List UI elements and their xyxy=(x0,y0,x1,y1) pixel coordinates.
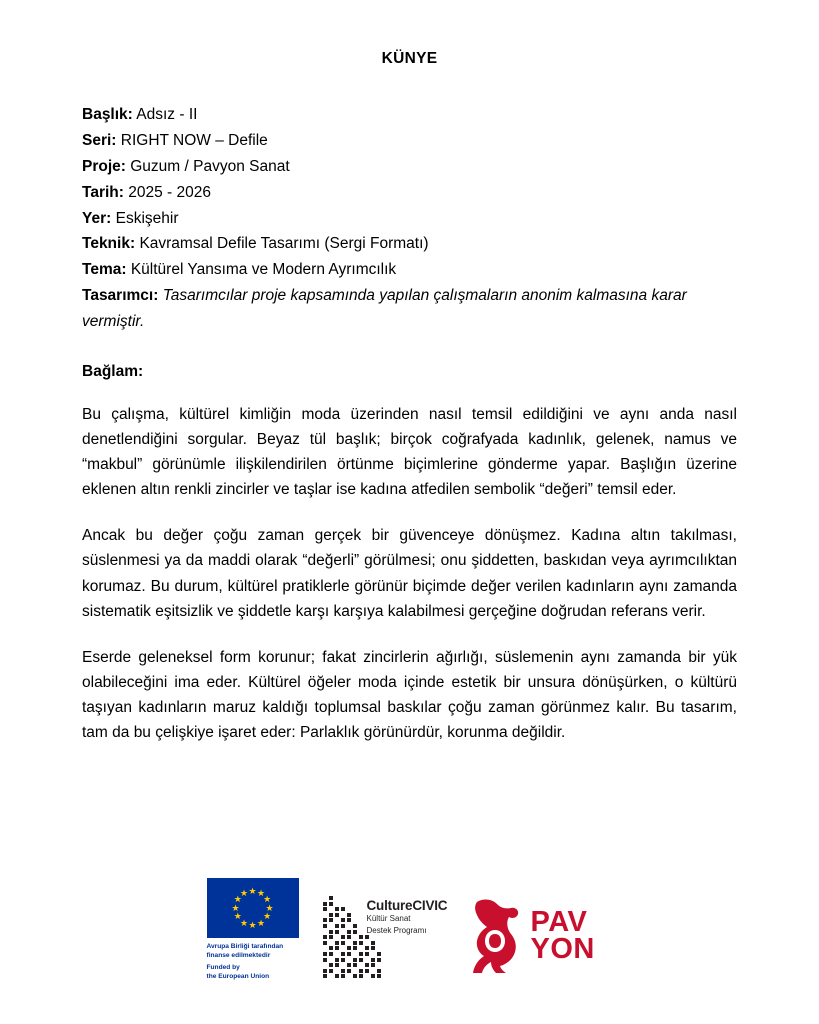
eu-caption-line-1: Avrupa Birliği tarafından xyxy=(206,943,284,951)
halftone-dot xyxy=(365,963,369,967)
halftone-dot xyxy=(335,930,339,934)
halftone-dot xyxy=(329,918,333,922)
halftone-dot xyxy=(335,907,339,911)
halftone-dot xyxy=(359,969,363,973)
credit-row-date xyxy=(82,180,737,206)
halftone-dot xyxy=(347,969,351,973)
halftone-dot xyxy=(323,952,327,956)
halftone-dot xyxy=(329,946,333,950)
credit-value: 2025 - 2026 xyxy=(128,183,211,201)
pavyon-word-line-1: PAV xyxy=(530,906,588,939)
pavyon-wordmark xyxy=(530,906,595,965)
halftone-dot xyxy=(359,935,363,939)
halftone-dot xyxy=(347,963,351,967)
halftone-dot xyxy=(329,935,333,939)
halftone-dot xyxy=(329,902,333,906)
halftone-dot xyxy=(335,958,339,962)
halftone-dot xyxy=(323,958,327,962)
credit-label: Tema: xyxy=(82,261,127,279)
pavyon-logo xyxy=(465,890,615,982)
section-heading-context: Bağlam: xyxy=(82,362,144,380)
credit-row-theme xyxy=(82,257,737,283)
halftone-dot xyxy=(341,952,345,956)
halftone-dot xyxy=(359,952,363,956)
halftone-dot xyxy=(377,952,381,956)
halftone-dot xyxy=(335,963,339,967)
eu-flag-icon xyxy=(207,878,299,938)
credit-row-technique xyxy=(82,231,737,257)
halftone-dot xyxy=(341,918,345,922)
halftone-dot xyxy=(323,907,327,911)
halftone-dot xyxy=(347,952,351,956)
halftone-dot xyxy=(341,941,345,945)
credit-value: RIGHT NOW – Defile xyxy=(120,131,268,149)
credit-label: Tarih: xyxy=(82,183,124,201)
halftone-dot xyxy=(335,974,339,978)
credit-value: Guzum / Pavyon Sanat xyxy=(130,157,290,175)
halftone-dot xyxy=(329,969,333,973)
halftone-dot xyxy=(371,941,375,945)
halftone-dot xyxy=(323,902,327,906)
halftone-dot xyxy=(377,974,381,978)
halftone-dot xyxy=(341,924,345,928)
halftone-dot xyxy=(335,946,339,950)
halftone-dot xyxy=(335,913,339,917)
halftone-dot xyxy=(341,969,345,973)
halftone-dot xyxy=(359,941,363,945)
credit-label: Seri: xyxy=(82,131,117,149)
pavyon-horse-icon xyxy=(465,896,527,976)
eu-star-icon: ★ xyxy=(231,902,240,913)
halftone-dot xyxy=(329,963,333,967)
halftone-dot xyxy=(359,974,363,978)
credit-row-place xyxy=(82,206,737,232)
culturecivic-subtitle-1: Kültür Sanat xyxy=(366,914,411,923)
culturecivic-subtitle-2: Destek Programı xyxy=(366,925,427,935)
eu-funding-caption xyxy=(207,943,299,982)
eu-star-icon: ★ xyxy=(239,917,249,928)
paragraph-2: Ancak bu değer çoğu zaman gerçek bir güvenceye dönüşmez. Kadına altın takılması, süslenmesi ya da maddi olarak “değerli” görülmesi; onu şiddetten, baskıdan veya ayrımcılıktan korumaz. Bu durum, kültürel pratiklerle görünür biçimde değer verilen kadınların aynı zamanda sistematik eşitsizlik ve şiddetle karşı karşıya kalabilmesi gerçeğine doğrudan referans verir. xyxy=(82,527,737,620)
eu-caption-line-4: the European Union xyxy=(206,973,270,981)
halftone-dot xyxy=(347,913,351,917)
credit-row-title xyxy=(82,102,737,128)
halftone-dot xyxy=(347,930,351,934)
eu-star-icon: ★ xyxy=(248,885,257,896)
eu-star-icon: ★ xyxy=(263,911,272,922)
pavyon-word-line-2: YON xyxy=(530,933,595,965)
halftone-dot xyxy=(347,918,351,922)
eu-star-icon: ★ xyxy=(265,902,274,913)
credit-value: Tasarımcılar proje kapsamında yapılan çalışmaların anonim kalmasına karar vermiştir. xyxy=(82,287,687,330)
credit-value: Adsız - II xyxy=(136,106,198,123)
credit-label: Başlık: xyxy=(82,106,133,123)
eu-star-icon: ★ xyxy=(256,917,266,928)
eu-funding-logo xyxy=(205,878,301,982)
halftone-dot xyxy=(377,969,381,973)
halftone-dot xyxy=(329,952,333,956)
halftone-dot xyxy=(353,941,357,945)
page-title: KÜNYE xyxy=(381,50,438,67)
halftone-dot xyxy=(353,946,357,950)
credit-value: Kültürel Yansıma ve Modern Ayrımcılık xyxy=(130,261,397,279)
credit-row-project xyxy=(82,154,737,180)
halftone-dot xyxy=(347,935,351,939)
eu-star-icon: ★ xyxy=(233,894,242,905)
halftone-dot xyxy=(365,946,369,950)
halftone-dot xyxy=(329,930,333,934)
halftone-dot xyxy=(323,935,327,939)
halftone-dot xyxy=(371,946,375,950)
paragraph-1: Bu çalışma, kültürel kimliğin moda üzerinden nasıl temsil edildiğini ve aynı anda nasıl denetlendiğini sorgular. Beyaz tül başlık; birçok coğrafyada kadınlık, gelenek, namus ve “makbul” görünümle ilişkilendirilen örtünme biçimlerine gönderme yapar. Başlığın üzerine eklenen altın renkli zincirler ve taşlar ise kadına atfedilen sembolik “değeri” temsil eder. xyxy=(82,405,737,499)
halftone-dot xyxy=(323,924,327,928)
halftone-dot xyxy=(347,946,351,950)
halftone-dot xyxy=(359,958,363,962)
halftone-dot xyxy=(365,969,369,973)
eu-star-icon: ★ xyxy=(248,919,257,930)
eu-star-icon: ★ xyxy=(263,894,272,905)
credit-label: Teknik: xyxy=(82,235,136,253)
halftone-dot xyxy=(329,913,333,917)
credit-label: Tasarımcı: xyxy=(82,287,159,305)
halftone-dot xyxy=(365,952,369,956)
eu-caption-line-2: finanse edilmektedir xyxy=(206,952,271,960)
halftone-dot xyxy=(335,924,339,928)
credit-label: Proje: xyxy=(82,157,126,175)
halftone-dot xyxy=(353,924,357,928)
paragraph-3: Eserde geleneksel form korunur; fakat zincirlerin ağırlığı, süslemenin aynı zamanda bir yük olabileceğini ima eder. Kültürel öğeler moda içinde estetik bir unsura dönüşürken, o kültürü taşıyan kadınların maruz kaldığı toplumsal baskılar çoğu zaman görünmez kalır. Bu tasarım, tam da bu çelişkiye işaret eder: Parlaklık görünürdür, korunma değildir. xyxy=(82,648,737,742)
culturecivic-name: CultureCIVIC xyxy=(366,898,448,913)
halftone-dot xyxy=(341,935,345,939)
halftone-dot xyxy=(335,941,339,945)
halftone-dot xyxy=(341,974,345,978)
halftone-dot xyxy=(341,958,345,962)
halftone-dot xyxy=(353,958,357,962)
halftone-dot xyxy=(323,918,327,922)
eu-star-icon: ★ xyxy=(233,911,242,922)
halftone-dot xyxy=(353,974,357,978)
credit-row-series xyxy=(82,128,737,154)
credit-label: Yer: xyxy=(82,209,112,227)
halftone-dot xyxy=(353,930,357,934)
culturecivic-text xyxy=(367,898,448,937)
halftone-dot xyxy=(323,974,327,978)
halftone-dot xyxy=(329,896,333,900)
credit-value: Kavramsal Defile Tasarımı (Sergi Formatı) xyxy=(139,235,429,253)
eu-star-icon: ★ xyxy=(239,888,249,899)
halftone-dot xyxy=(323,969,327,973)
halftone-dot xyxy=(371,963,375,967)
credit-row-designer xyxy=(82,283,737,335)
halftone-dot xyxy=(323,941,327,945)
eu-caption-line-3: Funded by xyxy=(206,964,240,972)
footer-logos xyxy=(0,878,819,982)
halftone-dot xyxy=(377,958,381,962)
halftone-dot xyxy=(353,963,357,967)
culturecivic-logo xyxy=(323,890,448,982)
credits-block xyxy=(82,102,737,335)
halftone-dot xyxy=(371,958,375,962)
halftone-dot xyxy=(371,974,375,978)
credit-value: Eskişehir xyxy=(115,209,179,227)
eu-star-icon: ★ xyxy=(256,888,266,899)
halftone-dot xyxy=(341,907,345,911)
